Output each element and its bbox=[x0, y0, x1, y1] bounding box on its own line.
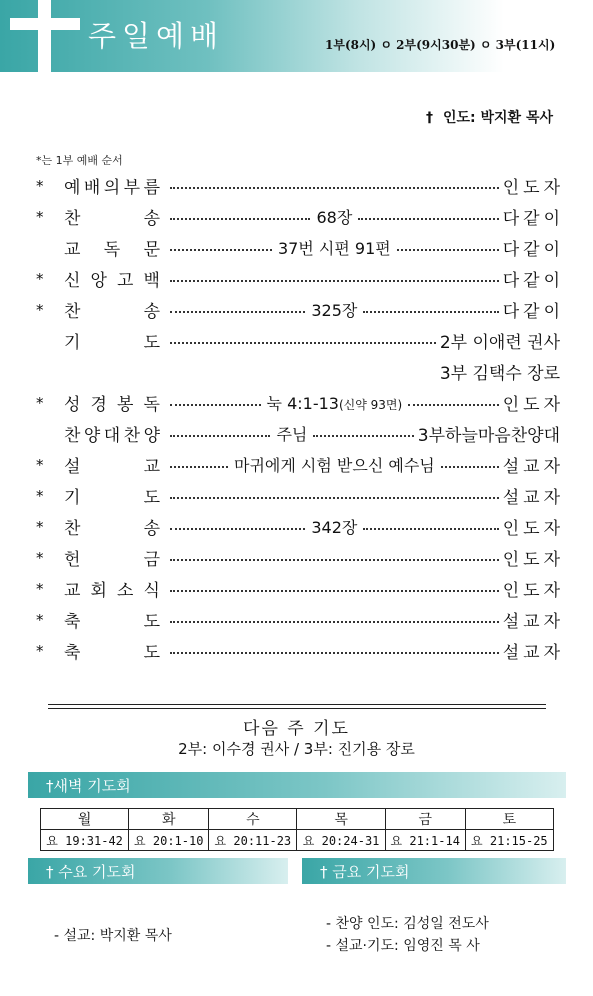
dawn-reading-cell: 요 20:1-10 bbox=[129, 830, 209, 851]
dawn-day-cell: 화 bbox=[129, 809, 209, 830]
order-item-name: 찬 송 bbox=[64, 302, 160, 322]
order-item-detail-note: (신약 93면) bbox=[338, 398, 403, 412]
order-row bbox=[36, 263, 564, 294]
order-leader-dots bbox=[170, 298, 499, 321]
order-item-detail: 325장 bbox=[311, 301, 358, 320]
order-star: * bbox=[36, 517, 44, 536]
order-item-name: 축 도 bbox=[64, 612, 160, 632]
dawn-reading-cell: 요 19:31-42 bbox=[41, 830, 129, 851]
next-prayer-title: 다음 주 기도 bbox=[243, 719, 350, 739]
order-item-name: 교 회 소 식 bbox=[64, 581, 160, 601]
order-leader-dots bbox=[170, 493, 499, 499]
order-item-detail: 342장 bbox=[311, 518, 358, 537]
order-leader-dots bbox=[170, 422, 414, 445]
friday-preacher: - 설교·기도: 임영진 목 사 bbox=[326, 938, 480, 954]
leader-text: 인도: 박지환 목사 bbox=[442, 110, 553, 126]
wednesday-preacher: - 설교: 박지환 목사 bbox=[54, 928, 172, 944]
order-row bbox=[36, 542, 564, 573]
order-row bbox=[36, 356, 560, 387]
order-leader-dots bbox=[170, 183, 499, 189]
order-item-person: 3부 김택수 장로 bbox=[439, 364, 560, 384]
order-note: *는 1부 예배 순서 bbox=[36, 154, 123, 167]
order-item-name: 기 도 bbox=[64, 488, 160, 508]
order-star: * bbox=[36, 548, 44, 567]
order-item-name: 설 교 bbox=[64, 457, 160, 477]
order-leader-dots bbox=[170, 236, 499, 259]
dawn-reading-cell: 요 20:11-23 bbox=[209, 830, 297, 851]
dagger-icon: † bbox=[425, 110, 433, 126]
order-item-detail: 37번 시편 91편 bbox=[278, 239, 391, 258]
order-leader-dots bbox=[170, 453, 499, 476]
order-item-person: 다같이 bbox=[502, 240, 564, 260]
order-row bbox=[36, 604, 564, 635]
order-row bbox=[36, 387, 564, 418]
order-leader-dots bbox=[170, 276, 499, 282]
service-times: 1부(8시) ㅇ 2부(9시30분) ㅇ 3부(11시) bbox=[325, 38, 556, 52]
worship-order-list bbox=[36, 170, 564, 666]
order-item-name: 성 경 봉 독 bbox=[64, 395, 160, 415]
order-star: * bbox=[36, 300, 44, 319]
friday-prayer-header: † 금요 기도회 bbox=[302, 858, 566, 884]
order-leader-dots bbox=[170, 338, 436, 344]
order-item-detail: 마귀에게 시험 받으신 예수님 bbox=[234, 456, 435, 475]
order-leader-dots bbox=[170, 586, 499, 592]
order-row bbox=[36, 480, 564, 511]
divider bbox=[48, 704, 546, 709]
order-item-person: 인도자 bbox=[502, 581, 564, 601]
order-item-person: 다같이 bbox=[502, 271, 564, 291]
order-item-name: 예 배 의 부 름 bbox=[64, 178, 160, 198]
order-star: * bbox=[36, 269, 44, 288]
order-item-name: 찬 송 bbox=[64, 519, 160, 539]
order-leader-dots bbox=[170, 515, 499, 538]
order-item-person: 3부하늘마음찬양대 bbox=[417, 426, 560, 446]
order-item-person: 인도자 bbox=[502, 178, 564, 198]
page-title: 주일예배 bbox=[88, 19, 225, 53]
order-item-person: 2부 이애련 권사 bbox=[439, 333, 560, 353]
dawn-day-cell: 수 bbox=[209, 809, 297, 830]
order-item-name: 신 앙 고 백 bbox=[64, 271, 160, 291]
order-row bbox=[36, 201, 564, 232]
dawn-reading-cell: 요 21:15-25 bbox=[465, 830, 553, 851]
order-row bbox=[36, 449, 564, 480]
dawn-day-cell: 토 bbox=[465, 809, 553, 830]
order-star: * bbox=[36, 641, 44, 660]
cross-icon bbox=[38, 0, 51, 72]
dawn-day-cell: 월 bbox=[41, 809, 129, 830]
dawn-prayer-header: †새벽 기도회 bbox=[28, 772, 566, 798]
order-item-detail: 주님 bbox=[276, 425, 308, 444]
order-item-person: 인도자 bbox=[502, 550, 564, 570]
order-star: * bbox=[36, 486, 44, 505]
order-leader-dots bbox=[170, 648, 499, 654]
order-item-name: 찬 양 대 찬 양 bbox=[64, 426, 160, 446]
dawn-day-cell: 목 bbox=[297, 809, 385, 830]
order-star: * bbox=[36, 176, 44, 195]
order-item-detail: 눅 4:1-13(신약 93면) bbox=[266, 394, 403, 413]
order-item-person: 설교자 bbox=[502, 612, 564, 632]
order-row bbox=[36, 325, 560, 356]
order-row bbox=[36, 635, 564, 666]
order-row bbox=[36, 418, 560, 449]
order-item-person: 인도자 bbox=[502, 395, 564, 415]
order-item-person: 설교자 bbox=[502, 457, 564, 477]
order-leader-dots bbox=[170, 391, 499, 414]
order-item-person: 다같이 bbox=[502, 209, 564, 229]
order-item-name: 교 독 문 bbox=[64, 240, 160, 260]
order-row bbox=[36, 232, 564, 263]
order-star: * bbox=[36, 393, 44, 412]
order-leader-dots bbox=[170, 617, 499, 623]
order-star: * bbox=[36, 207, 44, 226]
order-star: * bbox=[36, 455, 44, 474]
dawn-reading-cell: 요 20:24-31 bbox=[297, 830, 385, 851]
dawn-reading-cell: 요 21:1-14 bbox=[385, 830, 465, 851]
order-row bbox=[36, 511, 564, 542]
dawn-prayer-table bbox=[40, 808, 554, 851]
order-item-name: 축 도 bbox=[64, 643, 160, 663]
order-row bbox=[36, 573, 564, 604]
dawn-day-cell: 금 bbox=[385, 809, 465, 830]
order-item-person: 다같이 bbox=[502, 302, 564, 322]
order-item-name: 헌 금 bbox=[64, 550, 160, 570]
order-star: * bbox=[36, 610, 44, 629]
order-star: * bbox=[36, 579, 44, 598]
order-item-person: 설교자 bbox=[502, 488, 564, 508]
order-item-person: 설교자 bbox=[502, 643, 564, 663]
order-leader-dots bbox=[170, 205, 499, 228]
wednesday-prayer-header: † 수요 기도회 bbox=[28, 858, 288, 884]
order-leader-dots bbox=[170, 555, 499, 561]
friday-praise-leader: - 찬양 인도: 김성일 전도사 bbox=[326, 916, 489, 932]
order-item-name: 찬 송 bbox=[64, 209, 160, 229]
order-item-detail: 68장 bbox=[316, 208, 353, 227]
order-row bbox=[36, 294, 564, 325]
header-banner bbox=[0, 0, 593, 72]
order-item-name: 기 도 bbox=[64, 333, 160, 353]
order-row bbox=[36, 170, 564, 201]
worship-leader bbox=[426, 107, 553, 127]
cross-icon-bar bbox=[10, 18, 80, 30]
order-item-person: 인도자 bbox=[502, 519, 564, 539]
next-prayer-body: 2부: 이수경 권사 / 3부: 진기용 장로 bbox=[178, 740, 415, 758]
